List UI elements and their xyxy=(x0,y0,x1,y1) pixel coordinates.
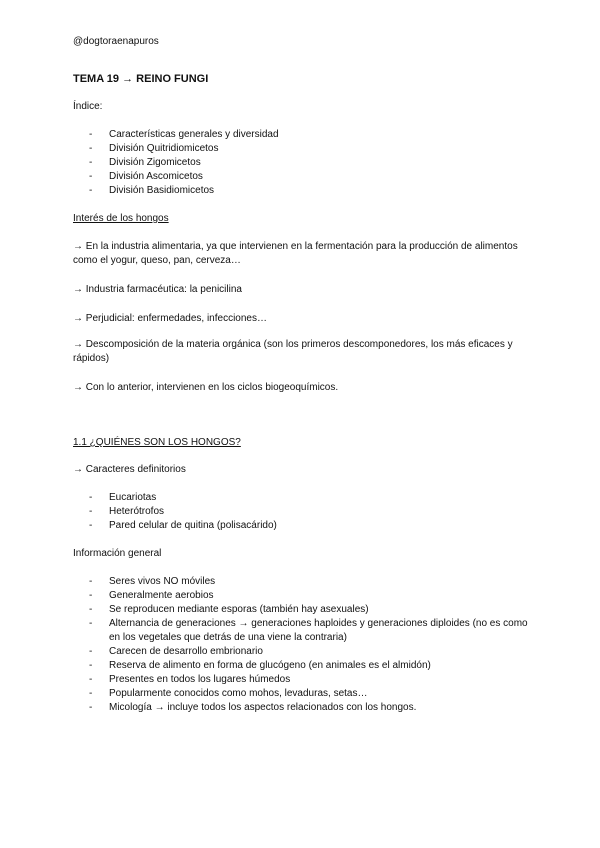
list-item: - División Quitridiomicetos xyxy=(89,142,279,156)
interest-paragraph: → Perjudicial: enfermedades, infecciones… xyxy=(73,313,267,324)
defining-list xyxy=(89,491,277,533)
list-item: - Características generales y diversidad xyxy=(89,128,279,142)
list-item: - Heterótrofos xyxy=(89,505,277,519)
list-item: - Generalmente aerobios xyxy=(89,589,539,603)
list-item: - Alternancia de generaciones → generaciones haploides y generaciones diploides (no es como en los vegetales que detrás de una viene la contraria) xyxy=(89,617,539,645)
defining-label: → Caracteres definitorios xyxy=(73,464,186,475)
list-item: - Micología → incluye todos los aspectos relacionados con los hongos. xyxy=(89,701,539,715)
list-item: - Seres vivos NO móviles xyxy=(89,575,539,589)
interest-paragraph: → Descomposición de la materia orgánica (son los primeros descomponedores, los más eficaces y rápidos) xyxy=(73,339,513,364)
interest-heading: Interés de los hongos xyxy=(73,213,169,224)
author-handle: @dogtoraenapuros xyxy=(73,36,159,47)
index-list xyxy=(89,128,279,198)
list-item: - Eucariotas xyxy=(89,491,277,505)
list-item: - División Ascomicetos xyxy=(89,170,279,184)
list-item: - Carecen de desarrollo embrionario xyxy=(89,645,539,659)
list-item: - Se reproducen mediante esporas (también hay asexuales) xyxy=(89,603,539,617)
page-title: TEMA 19 → REINO FUNGI xyxy=(73,73,209,85)
interest-paragraph: → Con lo anterior, intervienen en los ciclos biogeoquímicos. xyxy=(73,382,339,393)
interest-paragraph: → Industria farmacéutica: la penicilina xyxy=(73,284,242,295)
general-list xyxy=(89,575,539,715)
list-item: - Reserva de alimento en forma de glucógeno (en animales es el almidón) xyxy=(89,659,539,673)
list-item: - Presentes en todos los lugares húmedos xyxy=(89,673,539,687)
list-item: - División Zigomicetos xyxy=(89,156,279,170)
section-heading: 1.1 ¿QUIÉNES SON LOS HONGOS? xyxy=(73,437,241,448)
list-item: - Pared celular de quitina (polisacárido) xyxy=(89,519,277,533)
list-item: - División Basidiomicetos xyxy=(89,184,279,198)
index-label: Índice: xyxy=(73,101,103,112)
list-item: - Popularmente conocidos como mohos, levaduras, setas… xyxy=(89,687,539,701)
interest-paragraph: → En la industria alimentaria, ya que intervienen en la fermentación para la producción de alimentos como el yogur, queso, pan, cerveza… xyxy=(73,241,518,266)
general-label: Información general xyxy=(73,548,162,559)
